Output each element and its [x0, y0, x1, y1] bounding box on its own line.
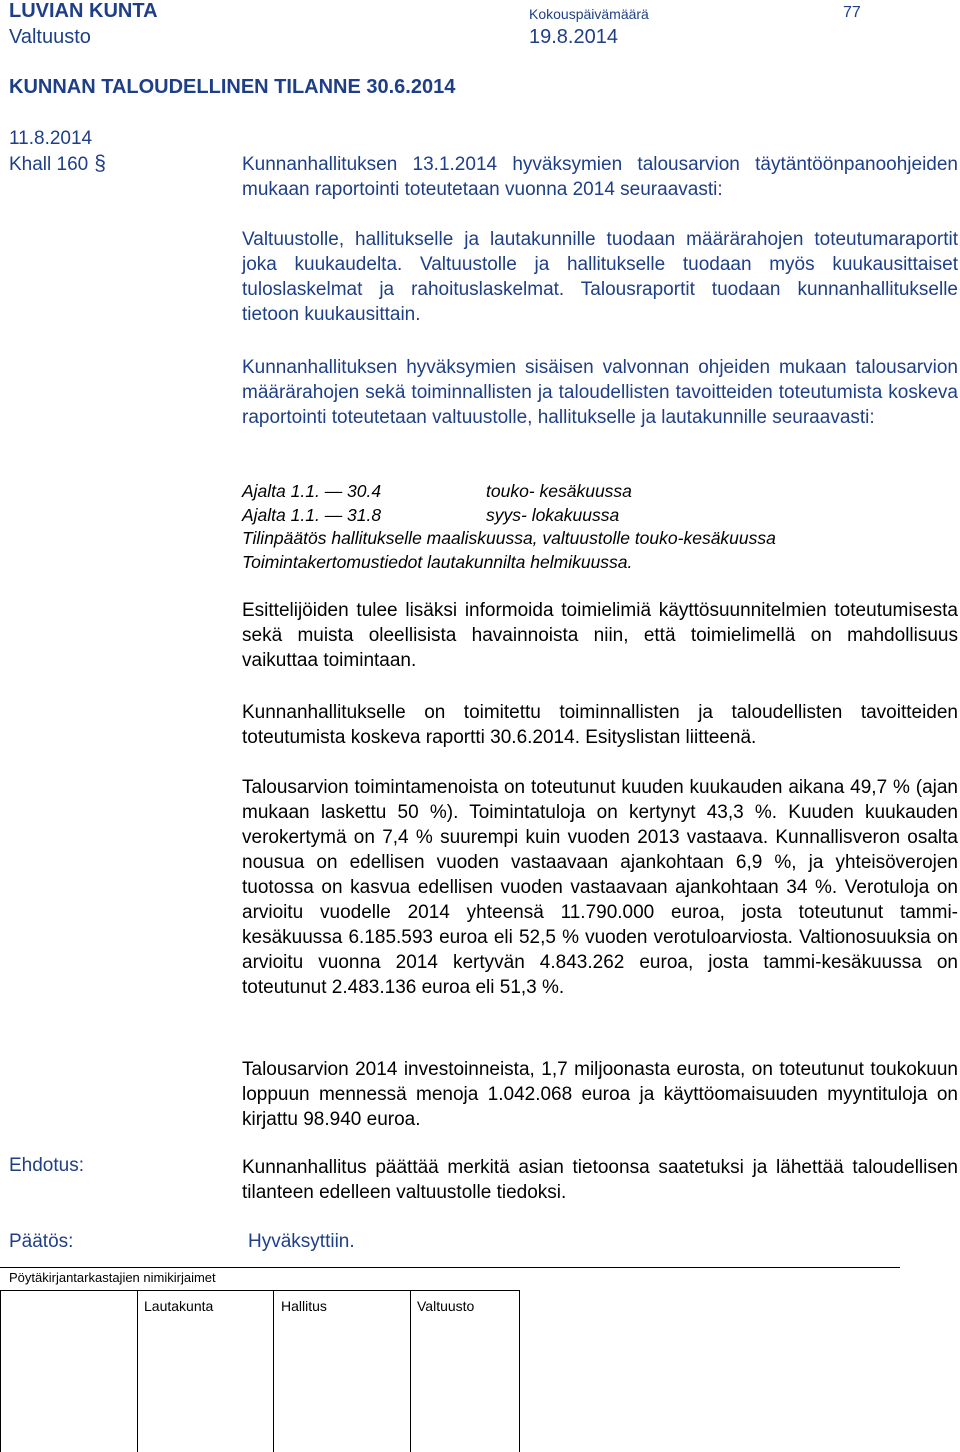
decision-text: Hyväksyttiin.: [248, 1231, 355, 1252]
paragraph-4: Esittelijöiden tulee lisäksi informoida toimielimiä käyttösuunnitelmien toteutumisesta sekä muista oleellisista havainnoista niin, että toimielimellä on mahdollisuus vaikuttaa toimintaan.: [242, 600, 958, 671]
schedule-period: Ajalta 1.1. — 31.8: [242, 504, 382, 525]
organization-name: LUVIAN KUNTA: [9, 0, 158, 22]
footer-column-divider: [410, 1290, 411, 1452]
signature-column-hallitus: Hallitus: [281, 1298, 327, 1314]
paragraph-5: Kunnanhallitukselle on toimitettu toiminnallisten ja taloudellisten tavoitteiden toteutumista koskeva raportti 30.6.2014. Esityslistan liitteenä.: [242, 702, 958, 748]
paragraph-7: Talousarvion 2014 investoinneista, 1,7 miljoonasta eurosta, on toteutunut toukokuun loppuun mennessä menoja 1.042.068 euroa ja käyttöomaisuuden myyntituloja on kirjattu 98.940 euroa.: [242, 1059, 958, 1130]
footer-table-rule: [0, 1290, 520, 1291]
schedule-row: [242, 480, 958, 504]
body-name: Valtuusto: [9, 26, 91, 48]
reporting-schedule: [242, 480, 958, 574]
footer-column-divider: [519, 1290, 520, 1452]
footer-column-divider: [137, 1290, 138, 1452]
schedule-period: Ajalta 1.1. — 30.4: [242, 481, 382, 501]
decision-label: Päätös:: [9, 1231, 74, 1252]
schedule-line: Tilinpäätös hallitukselle maaliskuussa, valtuustolle touko-kesäkuussa: [242, 528, 776, 548]
signature-column-valtuusto: Valtuusto: [417, 1298, 475, 1314]
paragraph-6: Talousarvion toimintamenoista on toteutunut kuuden kuukauden aikana 49,7 % (ajan mukaan laskettu 50 %). Toimintatuloja on kertynyt 43,3 %. Kuuden kuukauden verokertymä on 7,4 % suurempi kuin vuoden 2013 vastaava. Kunnallisveron osalta nousua on edellisen vuoden vastaavaan ajankohtaan 6,9 %, ja yhteisöverojen tuotossa on kasvua edellisen vuoden vastaavaan ajankohtaan 34 %. Verotuloja on arvioitu vuodelle 2014 yhteensä 11.790.000 euroa, josta toteutunut tammi-kesäkuussa 6.185.593 euroa eli 52,5 % vuoden verotuloarviosta. Valtionosuuksia on arvioitu vuonna 2014 kertyvän 4.843.262 euroa, josta tammi-kesäkuussa on toteutunut 2.483.136 euroa eli 51,3 %.: [242, 777, 958, 998]
proposal-label: Ehdotus:: [9, 1155, 84, 1176]
schedule-when: touko- kesäkuussa: [486, 481, 632, 501]
reference-text: Khall 160: [9, 154, 89, 175]
initials-title: Pöytäkirjantarkastajien nimikirjaimet: [9, 1270, 216, 1285]
previous-handling-reference: [9, 152, 106, 176]
previous-handling-date: 11.8.2014: [9, 128, 93, 149]
footer-column-divider: [273, 1290, 274, 1452]
schedule-when: syys- lokakuussa: [486, 504, 620, 525]
page-number: 77: [843, 4, 861, 21]
document-title: KUNNAN TALOUDELLINEN TILANNE 30.6.2014: [9, 76, 456, 98]
meeting-date: 19.8.2014: [529, 26, 618, 48]
proposal-text: Kunnanhallitus päättää merkitä asian tietoonsa saatetuksi ja lähettää taloudellisen tilanteen edelleen valtuustolle tiedoksi.: [242, 1157, 958, 1203]
paragraph-2: Valtuustolle, hallitukselle ja lautakunnille tuodaan määrärahojen toteutumaraportit joka kuukaudelta. Valtuustolle ja hallitukselle tuodaan myös kuukausittaiset tuloslaskelmat ja rahoituslaskelmat. Talousraportit tuodaan kunnanhallitukselle tietoon kuukausittain.: [242, 229, 958, 325]
section-sign-icon: §: [94, 152, 106, 175]
schedule-line: Toimintakertomustiedot lautakunnilta helmikuussa.: [242, 551, 633, 572]
signature-column-lautakunta: Lautakunta: [144, 1298, 214, 1314]
meeting-date-label: Kokouspäivämäärä: [529, 6, 649, 22]
footer-top-rule: [0, 1267, 900, 1268]
paragraph-1: Kunnanhallituksen 13.1.2014 hyväksymien talousarvion täytäntöönpanoohjeiden mukaan raportointi toteutetaan vuonna 2014 seuraavasti:: [242, 154, 958, 200]
footer-left-rule: [0, 1290, 1, 1452]
paragraph-3: Kunnanhallituksen hyväksymien sisäisen valvonnan ohjeiden mukaan talousarvion määrärahojen sekä toiminnallisten ja taloudellisten tavoitteiden toteutumista koskeva raportointi toteutetaan valtuustolle, hallitukselle ja lautakunnille seuraavasti:: [242, 357, 958, 428]
schedule-row: [242, 504, 958, 528]
